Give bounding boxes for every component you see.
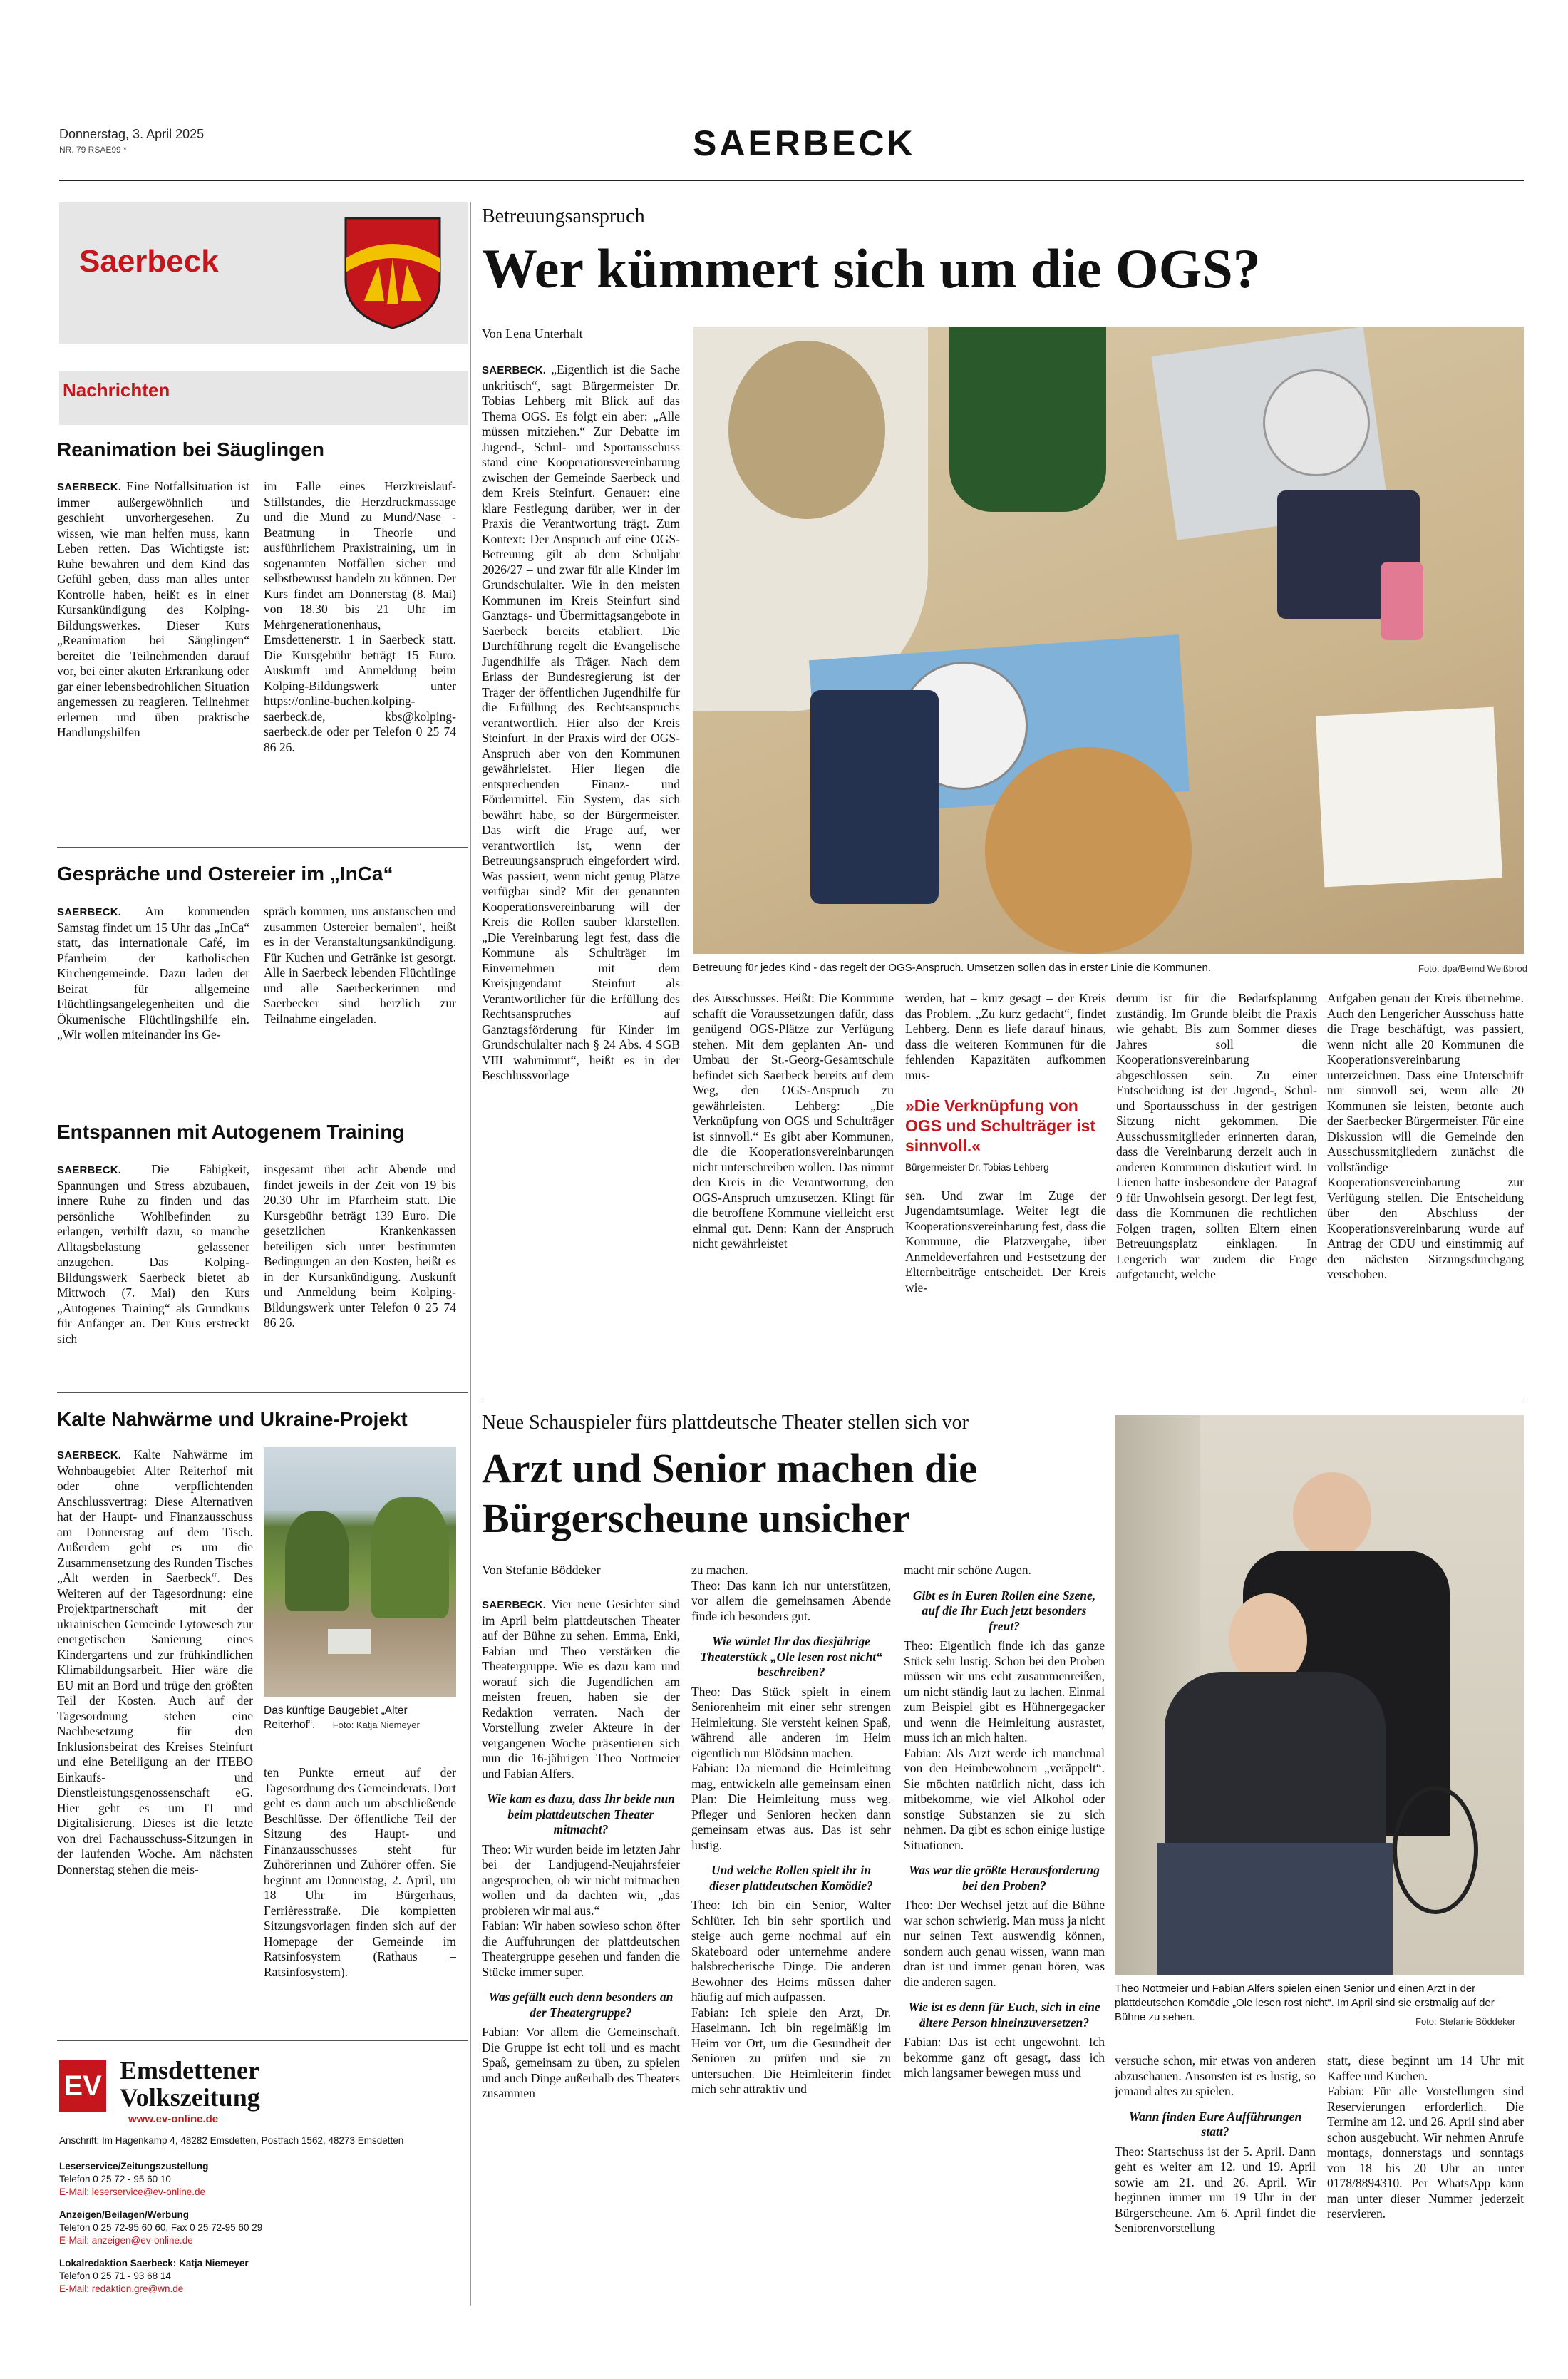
contact-block-3: Lokalredaktion Saerbeck: Katja Niemeyer Telefon 0 25 71 - 93 68 14 E-Mail: redaktion.gre@wn.de <box>59 2258 249 2294</box>
divider <box>57 2040 468 2041</box>
news-headline-2: Gespräche und Ostereier im „InCa“ <box>57 863 393 885</box>
ev-name: Emsdettener Volkszeitung <box>120 2056 260 2112</box>
news-2-col-1: SAERBECK. Am kommenden Samstag findet um 15 Uhr das „InCa“ statt, das internationale Café, im Pfarrheim der katholischen Kirchengemeinde. Dazu laden der Beirat für allgemeine Flüchtlingsangelegenheiten und die Ökumenische Flüchtlingshilfe ein. „Wir wollen miteinander ins Ge- <box>57 904 249 1042</box>
article-2-col-3: macht mir schöne Augen. Gibt es in Euren Rollen eine Szene, auf die Ihr Euch jetzt besonders freut? Theo: Eigentlich finde ich das ganze Stück sehr lustig. Schon bei den Proben müssen wir uns echt zusammenreißen, um nicht ständig laut zu lachen. Einmal zum Beispiel gibt es Hühnergegacker und wenn die Heimleitung ausrastet, muss ich an mich halten. Fabian: Als Arzt werde ich manchmal von den Heimbewohnern „veräppelt“. Sie möchten natürlich nicht, dass ich mitbekomme, wie viel Alkohol oder sonstige Substanzen sie zu sich nehmen. Da gibt es schon einige lustige Situationen. Was war die größte Herausforderung bei den Proben? Theo: Der Wechsel jetzt auf die Bühne war schon schwierig. Man muss ja nicht nur seinen Text auswendig können, sondern auch genau wissen, wann man dran ist und immer genau hören, was die anderen sagen. Wie ist es denn für Euch, sich in eine ältere Person hineinzuversetzen? Fabian: Das ist echt ungewohnt. Ich bekomme ganz oft gesagt, dass ich mich langsamer bewegen muss und <box>904 1563 1105 2080</box>
news-label-bar <box>59 371 468 425</box>
news-headline-1: Reanimation bei Säuglingen <box>57 438 324 461</box>
news-4-col-1: SAERBECK. Kalte Nahwärme im Wohnbaugebiet Alter Reiterhof mit oder ohne verpflichtenden Anschlussvertrag: Diese Alternativen hat der Haupt- und Finanzausschuss am Donnerstag auf dem Tisch. Außerdem geht es um die Zusammensetzung des Runden Tisches „Alt werden in Saerbeck“. Des Weiteren auf der Tagesordnung: eine Projektpartnerschaft mit der ukrainischen Gemeinde Lytowesch zur energetischen Sanierung eines Kindergartens und zur frühkindlichen Klimabildungsarbeit. Hier wäre die EU mit an Bord und trüge den größten Teil der Kosten. Auch auf der Tagesordnung stehen eine Nachbesetzung für den Inklusionsbeirat des Kreises Steinfurt und eine Beteiligung an der ITEBO Einkaufs- und Dienstleistungsgenossenschaft eG. Hier geht es um IT und Digitalisierung. Dieses ist die letzte von drei Fachausschuss-Sitzungen in der laufenden Woche. Am nächsten Donnerstag stehen die meis- <box>57 1447 253 1876</box>
news-2-col-2: spräch kommen, uns austauschen und zusammen Ostereier bemalen“, heißt es in der Veranstaltungsankündigung. Für Kuchen und Getränke ist gesorgt. Alle in Saerbeck lebenden Flüchtlinge und alle Saerbeckerinnen und Saerbecker sind herzlich zur Teilnahme eingeladen. <box>264 904 456 1026</box>
article-2-kicker: Neue Schauspieler fürs plattdeutsche Theater stellen sich vor <box>482 1412 969 1434</box>
article-2-col-4: versuche schon, mir etwas von anderen abzuschauen. Ansonsten ist es lustig, so jemand altes zu spielen. Wann finden Eure Aufführungen statt? Theo: Startschuss ist der 5. April. Dann geht es weiter am 12. und 19. April sowie am 21. und 26. April. Wir beginnen immer um 19 Uhr in der Bürgerscheune. Am 6. April findet die Seniorenvorstellung <box>1115 2053 1316 2235</box>
pull-quote: »Die Verknüpfung von OGS und Schulträger ist sinnvoll.« <box>905 1096 1096 1155</box>
coat-of-arms-icon <box>343 215 443 331</box>
article-1-col-3: werden, hat – kurz gesagt – der Kreis das Problem. „Zu kurz gedacht“, findet Lehberg. Denn es liefe darauf hinaus, dass die weiteren Kommunen für die fehlenden Kapazitäten aufkommen müs- »Die Verknüpfung von OGS und Schulträger ist sinnvoll.« Bürgermeister Dr. Tobias Lehberg sen. Und zwar im Zuge der Jugendamtsumlage. Weiter legt die Kooperationsvereinbarung fest, dass die Kommune, die Platzvergabe, über Anmeldeverfahren und Festsetzung der Elternbeiträge entscheidet. Der Kreis wie- <box>905 991 1106 1295</box>
article-2-byline: Von Stefanie Böddeker <box>482 1563 601 1577</box>
divider <box>57 1392 468 1393</box>
actors-photo <box>1115 1415 1524 1975</box>
masthead-rule <box>59 180 1524 181</box>
kids-photo-credit: Foto: dpa/Bernd Weißbrod <box>1418 963 1527 974</box>
actors-photo-credit: Foto: Stefanie Böddeker <box>1415 2016 1516 2027</box>
section-title: SAERBECK <box>693 123 916 163</box>
article-1-col-5: Aufgaben genau der Kreis übernehme. Auch den Lengericher Ausschuss hatte die Frage beschäftigt, was passiert, wenn nicht alle 20 Kommunen die Kooperationsvereinbarung unterzeichnen. Dass eine Unterschrift nur sinnvoll sei, wenn alle 20 Kommunen sie leisten, betonte auch der Saerbecker Bürgermeister. Für eine Diskussion will die Gemeinde den Ausschussmitgliedern zunächst die vollständige Kooperationsvereinbarung zur Verfügung stellen. Die Entscheidung über den Abschluss der Kooperationsvereinbarung wurde auf Antrag der CDU und einstimmig auf den nächsten Sitzungsdurchgang verschoben. <box>1327 991 1524 1281</box>
construction-caption: Das künftige Baugebiet „Alter Reiterhof“. Foto: Katja Niemeyer <box>264 1705 420 1731</box>
news-headline-3: Entspannen mit Autogenem Training <box>57 1121 405 1143</box>
news-1-col-1: SAERBECK. Eine Notfallsituation ist immer außergewöhnlich und geschieht unvorhergesehen. Zu wissen, wie man helfen muss, kann Leben retten. Das Wichtigste ist: Ruhe bewahren und dem Kind das Gefühl geben, dass man alles unter Kontrolle haben, heißt es in einer Kursankündigung des Kolping-Bildungswerkes. Dieser Kurs „Reanimation bei Säuglingen“ bereitet die Teilnehmenden darauf vor, bei einer akuten Erkrankung oder gar einer lebensbedrohlichen Situation angemessen zu reagieren. Teilnehmer erlernen und üben praktische Handlungshilfen <box>57 479 249 739</box>
ev-website[interactable]: www.ev-online.de <box>128 2113 219 2125</box>
news-label: Nachrichten <box>63 379 170 401</box>
divider <box>57 847 468 848</box>
news-headline-4: Kalte Nahwärme und Ukraine-Projekt <box>57 1408 408 1430</box>
article-1-byline: Von Lena Unterhalt <box>482 327 583 341</box>
town-name: Saerbeck <box>79 244 219 279</box>
article-1-col-1: SAERBECK. „Eigentlich ist die Sache unkritisch“, sagt Bürgermeister Dr. Tobias Lehberg mit Blick auf das Thema OGS. Es folgt ein aber: „Alle müssen mitziehen.“ Zur Debatte im Jugend-, Schul- und Sportausschuss stand eine Kooperationsvereinbarung zwischen der Gemeinde Saerbeck und dem Kreis Steinfurt. Genauer: eine klare Festlegung darüber, wer in der Praxis die Verantwortung trägt. Zum Kontext: Der Anspruch auf eine OGS-Betreuung gilt ab dem Schuljahr 2026/27 – und zwar für alle Kinder im Grundschulalter. Wie in den meisten Kommunen im Kreis Steinfurt sind Ganztags- und Übermittagsangebote in Saerbeck bereits etabliert. Die Durchführung regelt die Evangelische Jugendhilfe als Träger. Nach dem Erlass der Bundesregierung ist der Träger der öffentlichen Jugendhilfe für die Erfüllung des Rechtsanspruchs verantwortlich. Hier also der Kreis Steinfurt. In der Praxis wird der OGS-Anspruch aber von den Kommunen gewährleistet. Hier liegen die entsprechenden Finanz- und Fördermittel. Ein System, das sich bewährt habe, so der Bürgermeister. Das wirft die Frage auf, wer verantwortlich ist, wenn der Betreuungsanspruch eingefordert wird. Was passiert, wenn nicht genug Plätze verfügbar sind? Mit der genannten Kooperationsvereinbarung will der Kreis die Rollen sauber klarstellen. „Die Vereinbarung legt fest, dass die Kommune als Schulträger im Einvernehmen mit dem Kreisjugendamt Steinfurt als Verantwortlicher für die Erfüllung des Rechtsanspruches auf Ganztagsförderung für Kinder im Grundschulalter nach § 24 Abs. 4 SGB VIII wahrnimmt“, heißt es in der Beschlussvorlage <box>482 362 680 1082</box>
article-2-col-5: statt, diese beginnt um 14 Uhr mit Kaffee und Kuchen. Fabian: Für alle Vorstellungen sind Reservierungen erforderlich. Die Termine am 12. und 26. April sind aber schon ausgebucht. Wir nehmen Anrufe montags, donnerstags und sonntags von 18 bis 20 Uhr an unter 0178/8894310. Per WhatsApp kann man unter dieser Nummer jederzeit reservieren. <box>1327 2053 1524 2221</box>
column-rule <box>470 202 471 2306</box>
date-line: Donnerstag, 3. April 2025 <box>59 127 205 141</box>
article-2-title: Arzt und Senior machen die Bürgerscheune unsicher <box>482 1445 977 1541</box>
article-2-col-1: SAERBECK. Vier neue Gesichter sind im April beim plattdeutschen Theater auf der Bühne zu sehen. Emma, Enki, Fabian und Theo verstärken die Theatergruppe. Wie es dazu kam und worauf sich die Jugendlichen am meisten freuen, haben sie der Redaktion verraten. Nach der Vorstellung zweier Akteure in der vergangenen Woche präsentieren sich nun die 16-jährigen Theo Nottmeier und Fabian Alfers. Wie kam es dazu, dass Ihr beide nun beim plattdeutschen Theater mitmacht? Theo: Wir wurden beide im letzten Jahr bei der Landjugend-Neujahrsfeier angesprochen, ob wir nicht mitmachen wollen und da dachten wir, „das probieren wir mal aus.“ Fabian: Wir haben sowieso schon öfter die Aufführungen der plattdeutschen Theatergruppe gesehen und fanden die Stücke immer super. Was gefällt euch denn besonders an der Theatergruppe? Fabian: Vor allem die Gemeinschaft. Die Gruppe ist echt toll und es macht Spaß, gemeinsam zu üben, zu spielen und auch Dinge außerhalb des Theaters zusammen <box>482 1597 680 2100</box>
ev-logo: EV <box>59 2060 106 2112</box>
article-1-col-4: derum ist für die Bedarfsplanung zuständig. Im Grunde bleibt die Praxis wie gehabt. Bis zum Sommer dieses Jahres soll die Kooperationsvereinbarung abgeschlossen sein. Zu einer Entscheidung ist der Jugend-, Schul- und Sportausschuss in der gestrigen Sitzung nicht gekommen. Die Ausschussmitglieder erinnerten daran, dass die Vereinbarung derzeit auch in anderen Kommunen diskutiert wird. In Lienen hatte insbesondere der Paragraf 9 für Unwohlsein gesorgt. Der legt fest, dass die Kommunen die rechtlichen Folgen tragen, sollten Eltern einen Betreuungsplatz einklagen. In Lengerich war zudem die Frage aufgetaucht, welche <box>1116 991 1317 1281</box>
article-1-col-2: des Ausschusses. Heißt: Die Kommune schafft die Voraussetzungen dafür, dass genügend OGS-Plätze zur Verfügung stehen. Mit dem geplanten An- und Umbau der St.-Georg-Gesamtschule befindet sich Saerbeck bereits auf dem Weg, den OGS-Anspruch zu gewährleisten. Lehberg: „Die Verknüpfung von OGS und Schulträger ist sinnvoll.“ Es gibt aber Kommunen, die die Kooperationsvereinbarungen nicht unterschreiben wollen. Das nimmt den Kreis in die Verantwortung, den OGS-Anspruch umzusetzen. Klingt für die betroffene Kommune vielleicht erst einmal gut. Denn: Kann der Anspruch nicht gewährleistet <box>693 991 894 1250</box>
news-1-col-2: im Falle eines Herzkreislauf-Stillstandes, die Herzdruckmassage und die Mund zu Mund/Nase - Beatmung in Theorie und ausführlichem Praxistraining, um in sogenannten Notfällen sicher und selbstbewusst handeln zu können. Der Kurs findet am Donnerstag (8. Mai) von 18.30 bis 21 Uhr im Mehrgenerationenhaus, Emsdettenerstr. 1 in Saerbeck statt. Die Kursgebühr beträgt 15 Euro. Auskunft und Anmeldung beim Kolping-Bildungswerk unter https://online-buchen.kolping-saerbeck.de, kbs@kolping-saerbeck.de oder per Telefon 0 25 74 86 26. <box>264 479 456 754</box>
contact-block-2: Anzeigen/Beilagen/Werbung Telefon 0 25 72-95 60 60, Fax 0 25 72-95 60 29 E-Mail: anzeigen@ev-online.de <box>59 2209 263 2246</box>
news-3-col-2: insgesamt über acht Abende und findet jeweils in der Zeit von 19 bis 20.30 Uhr im Pfarrheim statt. Die Kursgebühr beträgt 139 Euro. Die gesetzlichen Krankenkassen beteiligen sich unter bestimmten Bedingungen an den Kosten, heißt es in der Kursankündigung. Auskunft und Anmeldung beim Kolping-Bildungswerk unter Telefon 0 25 74 86 26. <box>264 1162 456 1330</box>
article-1-title: Wer kümmert sich um die OGS? <box>482 237 1261 299</box>
construction-site-photo <box>264 1447 456 1697</box>
actors-caption: Theo Nottmeier und Fabian Alfers spielen einen Senior und einen Arzt in der plattdeutschen Komödie „Ole lesen rost nicht“. Im April sind sie erstmalig auf der Bühne zu sehen. <box>1115 1983 1495 2023</box>
news-3-col-1: SAERBECK. Die Fähigkeit, Spannungen und Stress abzubauen, innere Ruhe zu finden und das persönliche Wohlbefinden zu erlangen, verhilft dazu, so manche Alltagsbelastung gelassener anzugehen. Das Kolping-Bildungswerk Saerbeck bietet ab Mittwoch (7. Mai) den Kurs „Autogenes Training“ als Grundkurs für Anfänger an. Der Kurs erstreckt sich <box>57 1162 249 1346</box>
ev-address: Anschrift: Im Hagenkamp 4, 48282 Emsdetten, Postfach 1562, 48273 Emsdetten <box>59 2135 404 2146</box>
contact-block-1: Leserservice/Zeitungszustellung Telefon 0 25 72 - 95 60 10 E-Mail: leserservice@ev-online.de <box>59 2161 209 2197</box>
kids-photo-caption: Betreuung für jedes Kind - das regelt der OGS-Anspruch. Umsetzen sollen das in erster Linie die Kommunen. <box>693 962 1212 974</box>
issue-line: NR. 79 RSAE99 * <box>59 145 127 155</box>
photo-credit: Foto: Katja Niemeyer <box>332 1720 420 1730</box>
article-1-kicker: Betreuungsanspruch <box>482 205 645 227</box>
town-box <box>59 202 468 344</box>
news-4-col-2: ten Punkte erneut auf der Tagesordnung des Gemeinderats. Dort geht es dann auch um abschließende Beschlüsse. Der öffentliche Teil der Sitzung des Haupt- und Finanzausschusses steht für Zuhörerinnen und Zuhörer offen. Sie beginnt am Donnerstag, 2. April, um 18 Uhr im Bürgerhaus, Ferrièresstraße. Die kompletten Sitzungsvorlagen finden sich auf der Homepage der Gemeinde im Ratsinfosystem (Rathaus – Ratsinfosystem). <box>264 1765 456 1979</box>
kids-desk-photo <box>693 327 1524 954</box>
pull-quote-source: Bürgermeister Dr. Tobias Lehberg <box>905 1162 1049 1173</box>
article-2-col-2: zu machen. Theo: Das kann ich nur unterstützen, vor allem die gemeinsamen Abende finde ich besonders gut. Wie würdet Ihr das diesjährige Theaterstück „Ole lesen rost nicht“ beschreiben? Theo: Das Stück spielt in einem Seniorenheim mit einer sehr strengen Heimleitung. Sie versteht keinen Spaß, während alle anderen im Heim eigentlich nur Blödsinn machen. Fabian: Da niemand die Heimleitung mag, entwickeln alle gemeinsam einen Plan: Die Heimleitung muss weg. Pfleger und Senioren hecken dann gemeinsam etwas aus. Das ist sehr lustig. Und welche Rollen spielt ihr in dieser plattdeutschen Komödie? Theo: Ich bin ein Senior, Walter Schlüter. Ich bin sehr sportlich und steige auch gerne nochmal auf ein Skateboard oder unternehme andere halsbrecherische Dinge. Die anderen Bewohner des Heims müssen daher häufig auf mich aufpassen. Fabian: Ich spiele den Arzt, Dr. Haselmann. Ich bin regelmäßig im Heim vor Ort, um die Gesundheit der Senioren zu prüfen und sie zu untersuchen. Die Heimleiterin findet mich sehr attraktiv und <box>691 1563 891 2096</box>
